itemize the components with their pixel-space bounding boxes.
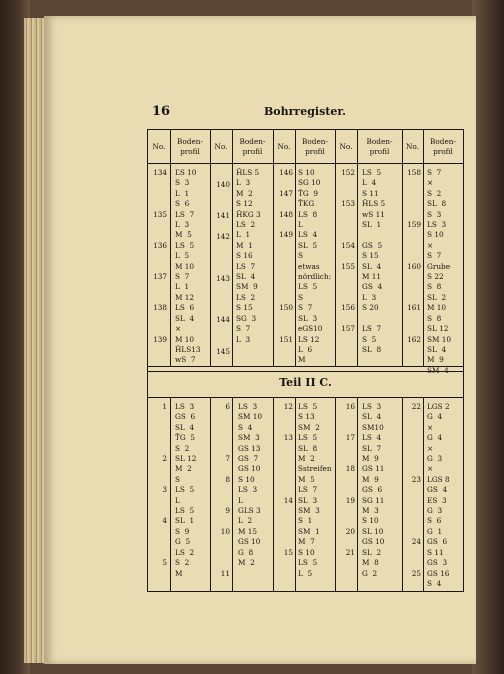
lower-profile-4: LS 3 SL 4 SM10 LS 4 SL 7 M 9 GS 11 M 9 GS 6 SG 11 M 3 S 10 SL 10 GS 10 SL 2 M 8 G 2 <box>362 402 385 578</box>
upper-profile-5: S 7 × S 2 SL 8 S 3 LS 3 S 10 × S 7 Grube S 22 S 8 SL 2 M 10 S 8 SL 12 SM 10 SL 4 M 9 SM 4 <box>427 168 452 375</box>
upper-profile-4: LS 5 L 4 S 11 ȞLS 5 wS 11 SL 1 GS 5 S 15 SL 4 M 11 GS 4 L 3 S 20 LS 7 S 5 SL 8 <box>362 168 386 354</box>
header-no-2: No. <box>214 141 228 151</box>
lower-nums-1: 1 2 3 4 5 <box>162 402 167 568</box>
page-number: 16 <box>152 104 171 119</box>
section-divider-thin <box>148 371 463 372</box>
upper-nums-3: 146 147 148 149 150 151 <box>279 168 293 344</box>
section-divider <box>148 366 463 367</box>
lower-nums-5: 22 23 24 25 <box>411 402 421 578</box>
upper-profile-2: ȞLS 5 L 3 M 2 S 12 ȞKG 3 LS 2 L 1 M 1 S 16 LS 7 SL 4 SM 9 LS 2 S 15 SG 3 S 7 L 3 <box>236 168 261 344</box>
upper-profile-3: S 10 SG 10 ŤG 9 ŤKG LS 8 L LS 4 SL 5 S etwas nördlich: LS 5 S S 7 SL 3 eGS10 LS 12 L 6 M <box>298 168 332 365</box>
header-profile-3: Boden- profil <box>302 136 328 156</box>
right-background <box>472 0 504 674</box>
page-title: Bohrregister. <box>264 105 346 118</box>
lower-nums-4: 16 17 18 19 20 21 <box>345 402 355 557</box>
upper-nums-2: 140 141 142 143 144 145 <box>216 180 230 356</box>
header-profile-4: Boden- profil <box>366 136 393 156</box>
table-header <box>148 130 463 164</box>
header-profile-1: Boden- profil <box>177 136 203 156</box>
lower-profile-1: LS 3 GS 6 SL 4 ŤG 5 S 2 SL 12 M 2 S LS 5 L LS 5 SL 1 S 9 G 5 LS 2 S 2 M <box>175 402 197 578</box>
upper-nums-5: 158 159 160 161 162 <box>407 168 421 344</box>
header-profile-2: Boden- profil <box>239 136 266 156</box>
section-title: Teil II C. <box>279 376 332 389</box>
upper-profile-1: ĽS 10 S 3 L 1 S 6 LS 7 L 3 M 5 LS 5 L 5 M 10 S 7 L 1 M 12 LS 6 SL 4 × M 10 ȞLS13 wS 7 <box>175 168 201 365</box>
section-title-underline <box>148 397 463 398</box>
bore-register-table <box>147 129 464 592</box>
header-profile-5: Boden- profil <box>430 136 456 156</box>
header-no-5: No. <box>406 141 419 151</box>
header-no-3: No. <box>277 141 291 151</box>
lower-profile-2: LS 3 SM 10 S 4 SM 3 GS 13 GS 7 GS 10 S 10 LS 3 L GLS 3 L 2 M 15 GS 10 G 8 M 2 <box>238 402 263 568</box>
lower-profile-3: LS 5 S 13 SM 2 LS 5 SL 8 M 2 Sstreifen M 5 LS 7 SL 3 SM 3 S 1 SM 1 M 7 S 10 LS 5 L 5 <box>298 402 332 578</box>
book-page <box>44 16 476 664</box>
upper-nums-1: 134 135 136 137 138 139 <box>153 168 167 344</box>
header-no-4: No. <box>339 141 353 151</box>
header-no-1: No. <box>152 141 166 151</box>
lower-profile-5: LGS 2 G 4 × G 4 × G 3 × LGS 8 GS 4 ES 3 G 3 S 6 G 1 GS 6 S 11 GS 3 GS 16 S 4 <box>427 402 450 588</box>
lower-nums-2: 6 7 8 9 10 11 <box>220 402 230 578</box>
upper-nums-4: 152 153 154 155 156 157 <box>341 168 355 334</box>
page-header <box>44 104 476 120</box>
lower-nums-3: 12 13 14 15 <box>283 402 293 557</box>
